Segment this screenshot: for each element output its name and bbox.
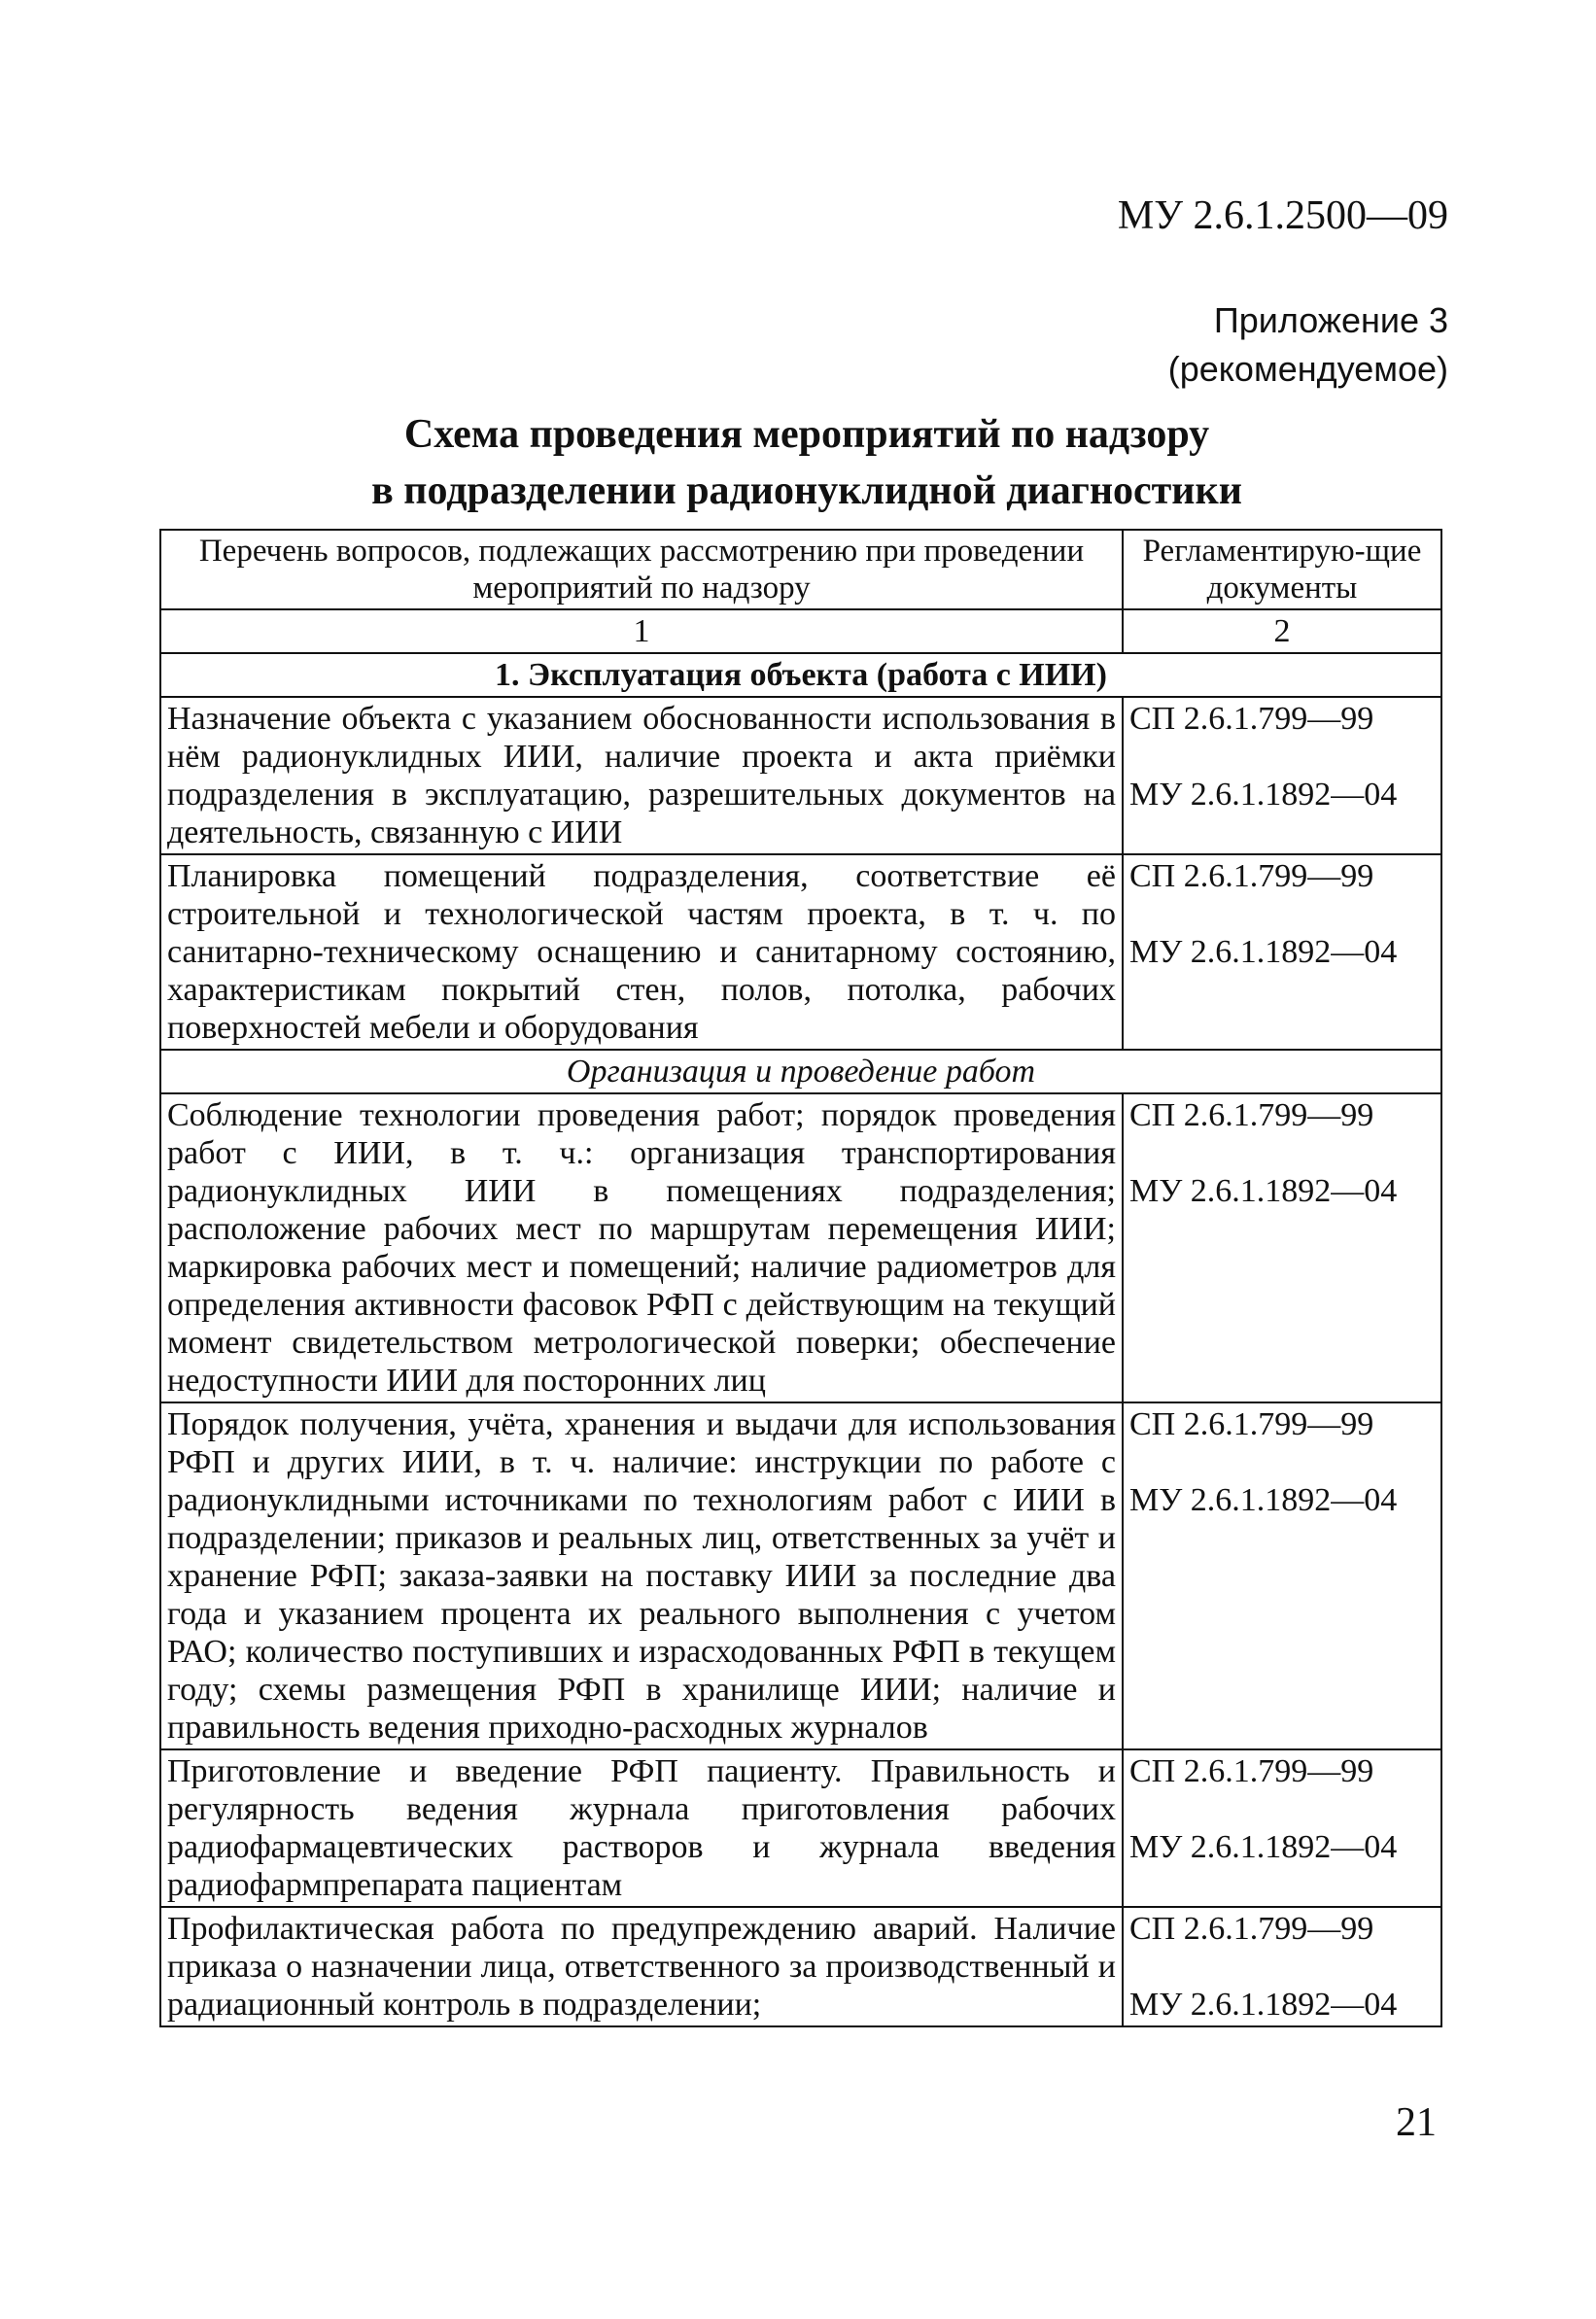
question-cell: Приготовление и введение РФП пациенту. Правильность и регулярность ведения журнала приготовления рабочих радиофармацевтических растворов и журнала введения радиофармпрепарата пациентам xyxy=(160,1749,1123,1907)
column-number-row xyxy=(160,609,1441,653)
reference-mu: МУ 2.6.1.1892—04 xyxy=(1129,777,1398,813)
section-heading: 1. Эксплуатация объекта (работа с ИИИ) xyxy=(160,653,1441,697)
reference-sp: СП 2.6.1.799—99 xyxy=(1129,1097,1374,1133)
documents-cell xyxy=(1123,1093,1441,1402)
table-row xyxy=(160,854,1441,1050)
documents-cell xyxy=(1123,697,1441,854)
table-row xyxy=(160,1907,1441,2026)
reference-mu: МУ 2.6.1.1892—04 xyxy=(1129,934,1398,970)
appendix-status: (рекомендуемое) xyxy=(1167,349,1448,389)
table-row xyxy=(160,697,1441,854)
question-cell: Назначение объекта с указанием обоснованности использования в нём радионуклидных ИИИ, наличие проекта и акта приёмки подразделения в эксплуатацию, разрешительных документов на деятельность, связанную с ИИИ xyxy=(160,697,1123,854)
table-row xyxy=(160,1402,1441,1749)
question-cell: Профилактическая работа по предупреждению аварий. Наличие приказа о назначении лица, ответственного за производственный и радиационный контроль в подразделении; xyxy=(160,1907,1123,2026)
documents-cell xyxy=(1123,1749,1441,1907)
documents-cell xyxy=(1123,1402,1441,1749)
column-number-2: 2 xyxy=(1123,609,1441,653)
appendix-number: Приложение 3 xyxy=(1213,300,1448,340)
reference-mu: МУ 2.6.1.1892—04 xyxy=(1129,1829,1398,1865)
header-questions: Перечень вопросов, подлежащих рассмотрению при проведении мероприятий по надзору xyxy=(160,530,1123,609)
reference-sp: СП 2.6.1.799—99 xyxy=(1129,858,1374,894)
table-row xyxy=(160,1749,1441,1907)
subsection-heading-row xyxy=(160,1050,1441,1093)
header-documents: Регламентирую-щие документы xyxy=(1123,530,1441,609)
reference-mu: МУ 2.6.1.1892—04 xyxy=(1129,1482,1398,1518)
document-code: МУ 2.6.1.2500—09 xyxy=(1117,193,1448,238)
page-number: 21 xyxy=(1396,2100,1437,2145)
documents-cell xyxy=(1123,854,1441,1050)
question-cell: Планировка помещений подразделения, соответствие её строительной и технологической частям проекта, в т. ч. по санитарно-техническому оснащению и санитарному состоянию, характеристикам покрытий стен, полов, потолка, рабочих поверхностей мебели и оборудования xyxy=(160,854,1123,1050)
question-cell: Порядок получения, учёта, хранения и выдачи для использования РФП и других ИИИ, в т. ч. наличие: инструкции по работе с радионуклидными источниками по технологиям работ с ИИИ в подразделении; приказов и реальных лиц, ответственных за учёт и хранение РФП; заказа-заявки на поставку ИИИ за последние два года и указанием процента их реального выполнения с учетом РАО; количество поступивших и израсходованных РФП в текущем году; схемы размещения РФП в хранилище ИИИ; наличие и правильность ведения приходно-расходных журналов xyxy=(160,1402,1123,1749)
title-line-1: Схема проведения мероприятий по надзору xyxy=(403,412,1210,457)
reference-mu: МУ 2.6.1.1892—04 xyxy=(1129,1173,1398,1209)
appendix-label xyxy=(1168,296,1448,394)
page-title xyxy=(165,406,1448,519)
table-header-row xyxy=(160,530,1441,609)
column-number-1: 1 xyxy=(160,609,1123,653)
reference-sp: СП 2.6.1.799—99 xyxy=(1129,1406,1374,1442)
section-heading-row xyxy=(160,653,1441,697)
question-cell: Соблюдение технологии проведения работ; порядок проведения работ с ИИИ, в т. ч.: организация транспортирования радионуклидных ИИИ в помещениях подразделения; расположение рабочих мест по маршрутам перемещения ИИИ; маркировка рабочих мест и помещений; наличие радиометров для определения активности фасовок РФП с действующим на текущий момент свидетельством метрологической поверки; обеспечение недоступности ИИИ для посторонних лиц xyxy=(160,1093,1123,1402)
inspection-table xyxy=(159,529,1442,2027)
table-row xyxy=(160,1093,1441,1402)
documents-cell xyxy=(1123,1907,1441,2026)
subsection-heading: Организация и проведение работ xyxy=(160,1050,1441,1093)
reference-sp: СП 2.6.1.799—99 xyxy=(1129,1911,1374,1947)
reference-sp: СП 2.6.1.799—99 xyxy=(1129,701,1374,737)
title-line-2: в подразделении радионуклидной диагностики xyxy=(371,468,1242,513)
reference-sp: СП 2.6.1.799—99 xyxy=(1129,1753,1374,1789)
reference-mu: МУ 2.6.1.1892—04 xyxy=(1129,1987,1398,2023)
